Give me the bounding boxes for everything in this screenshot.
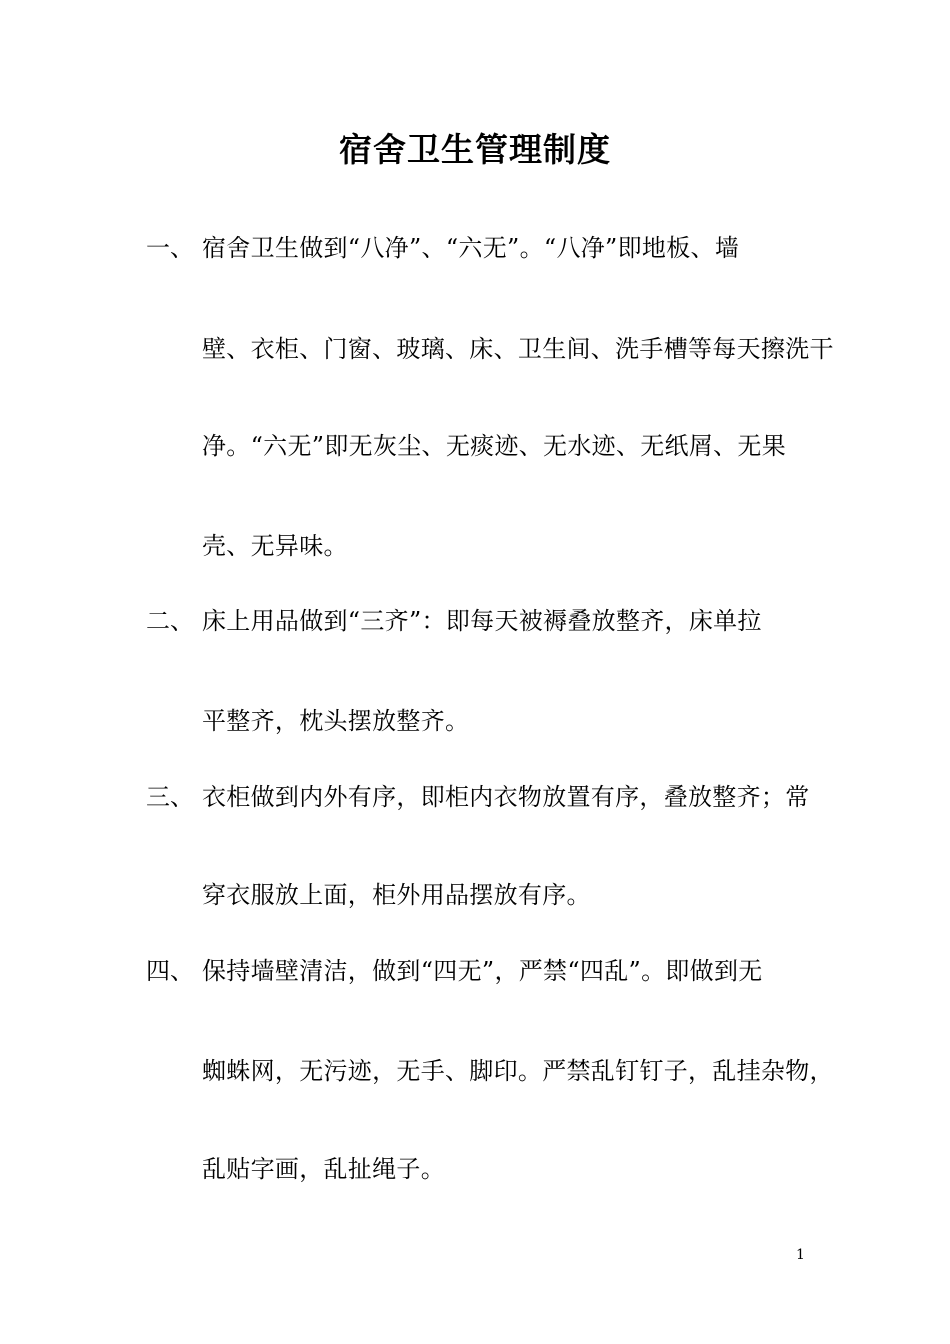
clause-number: 二、 xyxy=(146,607,194,635)
clause-line: 平整齐，枕头摆放整齐。 xyxy=(202,707,470,735)
clause-line: 穿衣服放上面，柜外用品摆放有序。 xyxy=(202,881,591,909)
clause-line: 宿舍卫生做到“八净”、“六无”。“八净”即地板、墙 xyxy=(202,234,740,262)
page-title: 宿舍卫生管理制度 xyxy=(339,130,611,169)
clause-number: 四、 xyxy=(146,957,194,985)
clause-line: 乱贴字画，乱扯绳子。 xyxy=(202,1155,445,1183)
clause-line: 壁、衣柜、门窗、玻璃、床、卫生间、洗手槽等每天擦洗干 xyxy=(202,335,834,363)
clause-line: 床上用品做到“三齐”：即每天被褥叠放整齐，床单拉 xyxy=(202,607,762,635)
clause-line: 保持墙壁清洁，做到“四无”，严禁“四乱”。即做到无 xyxy=(202,957,763,985)
clause-line: 壳、无异味。 xyxy=(202,532,348,560)
clause-line: 衣柜做到内外有序，即柜内衣物放置有序，叠放整齐；常 xyxy=(202,783,810,811)
clause-number: 一、 xyxy=(146,234,194,262)
clause-line: 蜘蛛网，无污迹，无手、脚印。严禁乱钉钉子，乱挂杂物， xyxy=(202,1057,834,1085)
clause-number: 三、 xyxy=(146,783,194,811)
page-number: 1 xyxy=(796,1247,805,1263)
clause-line: 净。“六无”即无灰尘、无痰迹、无水迹、无纸屑、无果 xyxy=(202,432,787,460)
